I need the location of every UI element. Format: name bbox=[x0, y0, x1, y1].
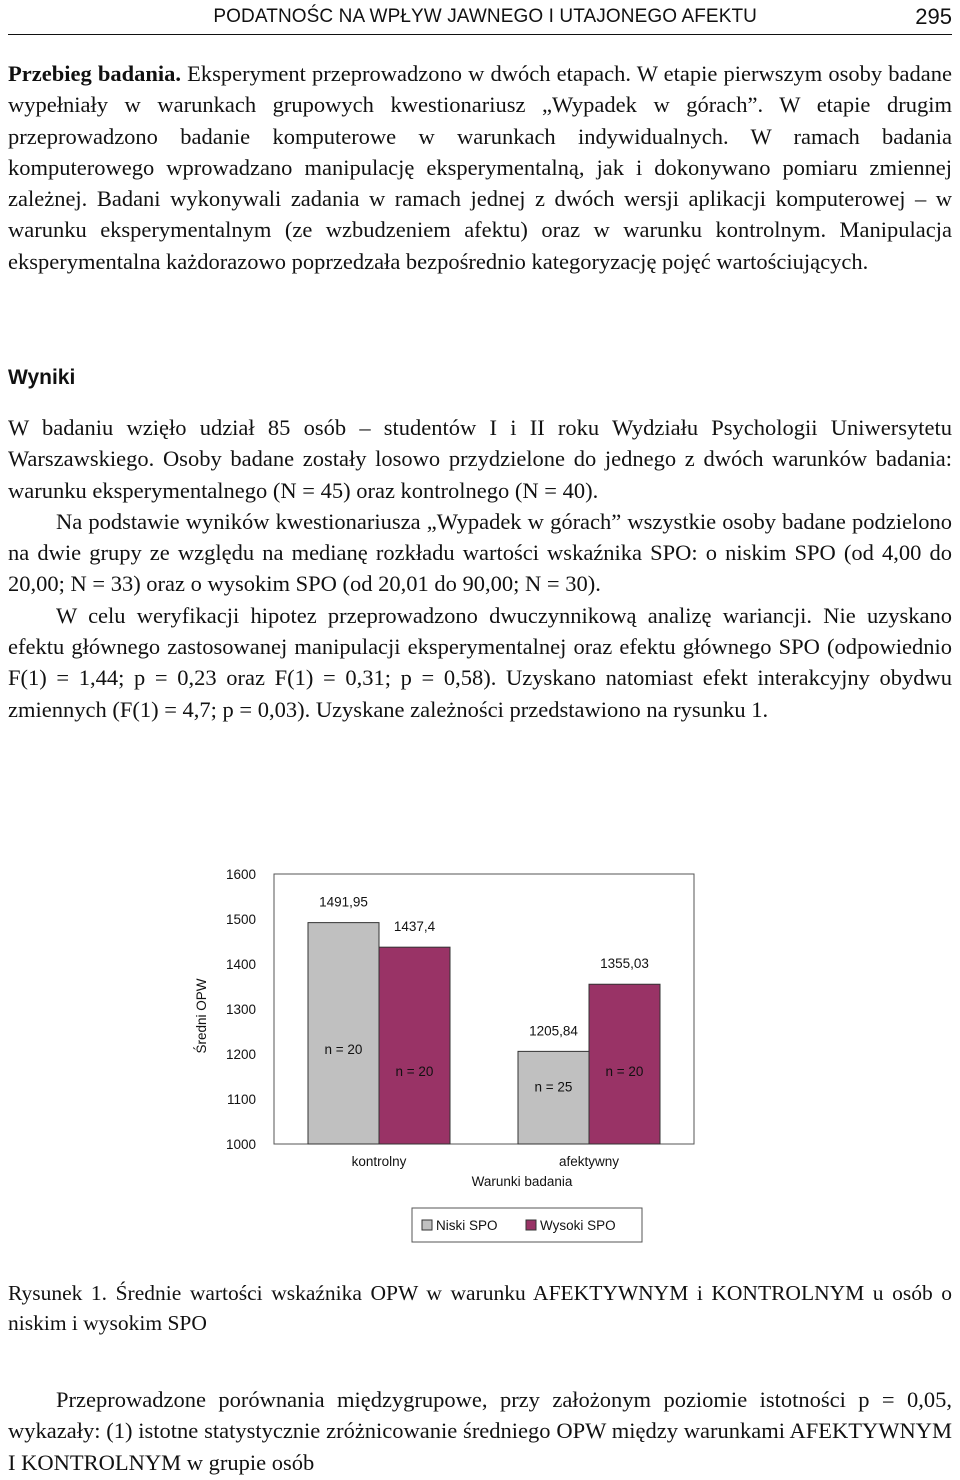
y-tick-label: 1200 bbox=[225, 1047, 256, 1062]
bar bbox=[308, 923, 379, 1144]
results-paragraph-3: W celu weryfikacji hipotez przeprowadzono dwuczynnikową analizę wariancji. Nie uzyskano efektu głównego zastosowanej manipulacji eksperymentalnej oraz efektu głównego SPO (odpowiednio F(1) = 1,44; p = 0,23 oraz F(1) = 0,31; p = 0,58). Uzyskano natomiast efekt interakcyjny obydwu zmiennych (F(1) = 4,7; p = 0,03). Uzyskane zależności przedstawiono na rysunku 1. bbox=[8, 602, 952, 722]
bar-n-label: n = 20 bbox=[605, 1064, 644, 1079]
x-tick-label: afektywny bbox=[558, 1154, 620, 1169]
bar-value-label: 1437,4 bbox=[393, 919, 436, 935]
legend-entry: Niski SPO bbox=[436, 1218, 498, 1233]
y-tick-label: 1500 bbox=[225, 912, 256, 927]
bar bbox=[518, 1051, 589, 1144]
x-axis-label: Warunki badania bbox=[471, 1174, 573, 1189]
page-number: 295 bbox=[915, 4, 952, 29]
y-tick-label: 1300 bbox=[225, 1002, 256, 1017]
y-tick-label: 1000 bbox=[225, 1137, 256, 1152]
x-tick-label: kontrolny bbox=[351, 1154, 407, 1169]
legend-swatch bbox=[422, 1220, 432, 1230]
page-header bbox=[8, 4, 952, 35]
y-tick-label: 1400 bbox=[225, 957, 256, 972]
bar-value-label: 1355,03 bbox=[600, 956, 649, 972]
bar-n-label: n = 25 bbox=[534, 1079, 573, 1095]
closing-section bbox=[8, 1384, 952, 1478]
running-title: PODATNOŚC NA WPŁYW JAWNEGO I UTAJONEGO AFEKTU bbox=[213, 6, 757, 27]
procedure-section bbox=[8, 58, 952, 277]
procedure-lead: Przebieg badania. bbox=[8, 61, 182, 86]
y-tick-label: 1100 bbox=[226, 1092, 256, 1107]
chart-legend bbox=[412, 1208, 642, 1242]
results-heading: Wyniki bbox=[8, 366, 76, 389]
procedure-paragraph bbox=[8, 58, 952, 277]
bar-chart bbox=[180, 856, 740, 1256]
results-paragraph-1: W badaniu wzięło udział 85 osób – studentów I i II roku Wydziału Psychologii Uniwersytetu Warszawskiego. Osoby badane zostały losowo przydzielone do jednego z dwóch warunków badania: warunku eksperymentalnego (N = 45) oraz kontrolnego (N = 40). bbox=[8, 415, 952, 503]
legend-swatch bbox=[526, 1220, 536, 1230]
results-paragraph-2: Na podstawie wyników kwestionariusza „Wypadek w górach” wszystkie osoby badane podzielono na dwie grupy ze względu na medianę rozkładu wartości wskaźnika SPO: o niskim SPO (od 4,00 do 20,00; N = 33) oraz o wysokim SPO (od 20,01 do 90,00; N = 30). bbox=[8, 508, 952, 597]
y-axis-label: Średni OPW bbox=[194, 978, 209, 1054]
procedure-text: Eksperyment przeprowadzono w dwóch etapach. W etapie pierwszym osoby badane wypełniały w warunkach grupowych kwestionariusz „Wypadek w górach”. W etapie drugim przeprowadzono badanie komputerowe w warunkach indywidualnych. W ramach badania komputerowego wprowadzano manipulację eksperymentalną, jak i dokonywano pomiaru zmiennej zależnej. Badani wykonywali zadania w ramach jednej z dwóch wersji aplikacji komputerowej – w warunku eksperymentalnym (ze wzbudzeniem afektu) oraz w warunku kontrolnym. Manipulacja eksperymentalna każdorazowo poprzedzała bezpośrednio kategoryzację pojęć wartościujących. bbox=[8, 61, 953, 274]
figure-caption: Rysunek 1. Średnie wartości wskaźnika OPW w warunku AFEKTYWNYM i KONTROLNYM u osób o niskim i wysokim SPO bbox=[8, 1281, 952, 1335]
figure-1 bbox=[180, 856, 740, 1256]
closing-paragraph: Przeprowadzone porównania międzygrupowe, przy założonym poziomie istotności p = 0,05, wykazały: (1) istotne statystycznie zróżnicowanie średniego OPW między warunkami AFEKTYWNYM I KONTROLNYM w grupie osób bbox=[8, 1387, 952, 1475]
y-tick-label: 1600 bbox=[225, 867, 256, 882]
bar-n-label: n = 20 bbox=[395, 1064, 434, 1079]
bar bbox=[379, 947, 450, 1144]
bar-value-label: 1491,95 bbox=[319, 894, 368, 910]
bar-n-label: n = 20 bbox=[324, 1042, 363, 1057]
legend-entry: Wysoki SPO bbox=[540, 1218, 616, 1233]
bar-value-label: 1205,84 bbox=[529, 1023, 578, 1039]
results-section bbox=[8, 412, 952, 725]
